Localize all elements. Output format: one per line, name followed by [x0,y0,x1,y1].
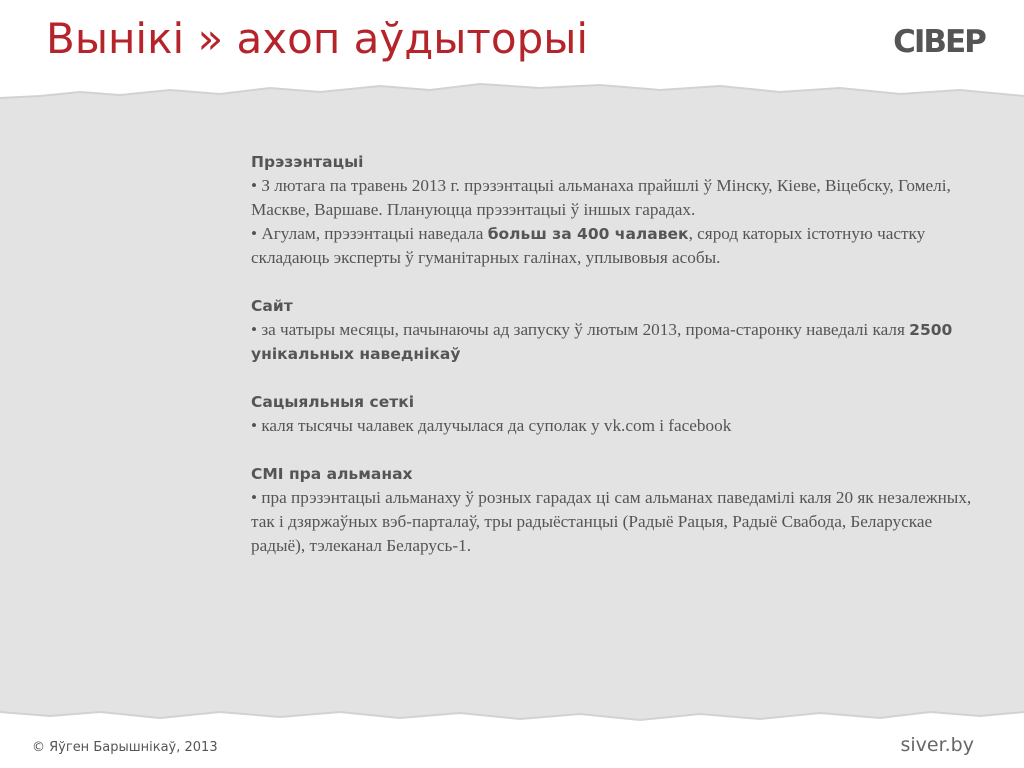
section-paragraph [251,222,981,270]
section-paragraph: • пра прэзэнтацыі альманаху ў розных гарадах ці сам альманах паведамілі каля 20 як незалежных, так і дзяржаўных вэб-парталаў, тры радыёстанцыі (Радыё Рацыя, Радыё Свабода, Беларускае радыё), тэлеканал Беларусь-1. [251,488,972,555]
section-presentations [251,150,981,270]
siver-logo [893,16,985,62]
text-run: , сярод каторых істотную частку складаюць эксперты ў гуманітарных галінах, уплывовыя асобы. [251,224,926,267]
section-heading: Сацыяльныя сеткі [251,393,415,411]
section-social [251,390,981,438]
slide-content [251,150,981,582]
text-run: • Агулам, прэзэнтацыі наведала [251,224,488,243]
section-heading: Прэзэнтацыі [251,153,364,171]
emphasis-text: больш за 400 чалавек [487,225,689,243]
section-site [251,294,981,366]
section-heading: Сайт [251,297,293,315]
footer-site-link[interactable]: siver.by [900,734,974,756]
emphasis-text: 2500 унікальных наведнікаў [251,321,953,363]
section-paragraph: • З лютага па травень 2013 г. прэзэнтацыі альманаха прайшлі ў Мінску, Кіеве, Віцебску, Гомелі, Маскве, Варшаве. Плануюцца прэзэнтацыі ў іншых гарадах. [251,176,951,219]
section-paragraph [251,318,981,366]
section-paragraph: • каля тысячы чалавек далучылася да суполак у vk.com і facebook [251,416,732,435]
slide-title: Вынікі » ахоп аўдыторыі [46,14,589,63]
footer-copyright: © Яўген Барышнікаў, 2013 [32,740,218,755]
section-heading: СМІ пра альманах [251,465,413,483]
section-media [251,462,981,558]
text-run: • за чатыры месяцы, пачынаючы ад запуску ў лютым 2013, прома-старонку наведалі каля [251,320,910,339]
logo-text: CIBEP [893,24,985,60]
